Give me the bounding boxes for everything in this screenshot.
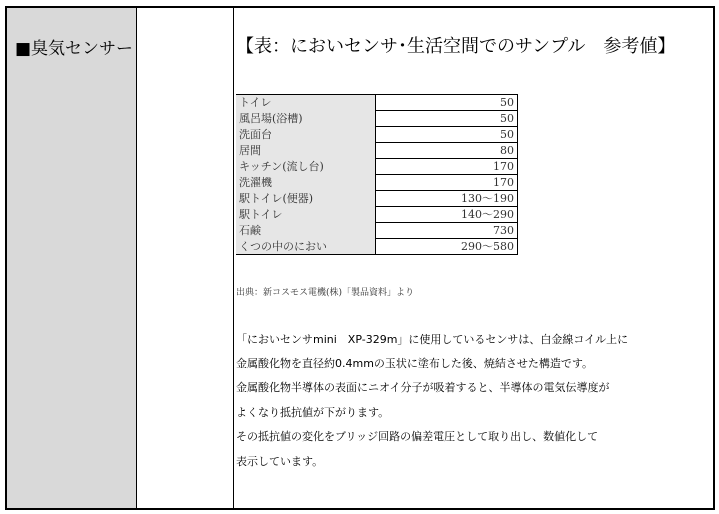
- table-row: [236, 191, 518, 207]
- reference-values-table: [236, 94, 518, 255]
- row-value: 140～290: [376, 207, 518, 223]
- table-row: [236, 175, 518, 191]
- document-frame: [5, 6, 715, 510]
- row-value: 170: [376, 175, 518, 191]
- row-value: 50: [376, 111, 518, 127]
- row-value: 50: [376, 127, 518, 143]
- row-name: 洗面台: [236, 127, 376, 143]
- table-row: [236, 159, 518, 175]
- row-value: 290～580: [376, 239, 518, 255]
- row-value: 80: [376, 143, 518, 159]
- row-name: キッチン(流し台): [236, 159, 376, 175]
- row-name: 石鹸: [236, 223, 376, 239]
- row-name: 洗濯機: [236, 175, 376, 191]
- source-note: 出典：新コスモス電機(株)「製品資料」より: [236, 288, 415, 298]
- row-name: 居間: [236, 143, 376, 159]
- row-value: 730: [376, 223, 518, 239]
- row-name: くつの中のにおい: [236, 239, 376, 255]
- section-label: ■臭気センサー: [15, 39, 134, 59]
- row-name: 駅トイレ: [236, 207, 376, 223]
- table-title: 【表：においセンサ･生活空間でのサンプル 参考値】: [236, 36, 676, 57]
- row-value: 130～190: [376, 191, 518, 207]
- table-row: [236, 95, 518, 111]
- row-value: 170: [376, 159, 518, 175]
- row-name: トイレ: [236, 95, 376, 111]
- blank-column: [137, 8, 234, 508]
- table-row: [236, 127, 518, 143]
- table-row: [236, 143, 518, 159]
- row-name: 駅トイレ(便器): [236, 191, 376, 207]
- paragraph-line: 金属酸化物半導体の表面にニオイ分子が吸着すると、半導体の電気伝導度が: [236, 381, 610, 394]
- paragraph-line: 表示しています。: [236, 455, 324, 468]
- label-column: [7, 8, 137, 508]
- row-name: 風呂場(浴槽): [236, 111, 376, 127]
- content-area: [234, 8, 713, 508]
- table-row: [236, 223, 518, 239]
- paragraph-line: 金属酸化物を直径約0.4mmの玉状に塗布した後、焼結させた構造です。: [236, 357, 594, 370]
- paragraph-line: 「においセンサmini XP-329m」に使用しているセンサは、白金線コイル上に: [236, 333, 629, 346]
- row-value: 50: [376, 95, 518, 111]
- paragraph-line: その抵抗値の変化をブリッジ回路の偏差電圧として取り出し、数値化して: [236, 430, 599, 443]
- paragraph-line: よくなり抵抗値が下がります。: [236, 406, 390, 419]
- table-row: [236, 207, 518, 223]
- table-row: [236, 111, 518, 127]
- table-row: [236, 239, 518, 255]
